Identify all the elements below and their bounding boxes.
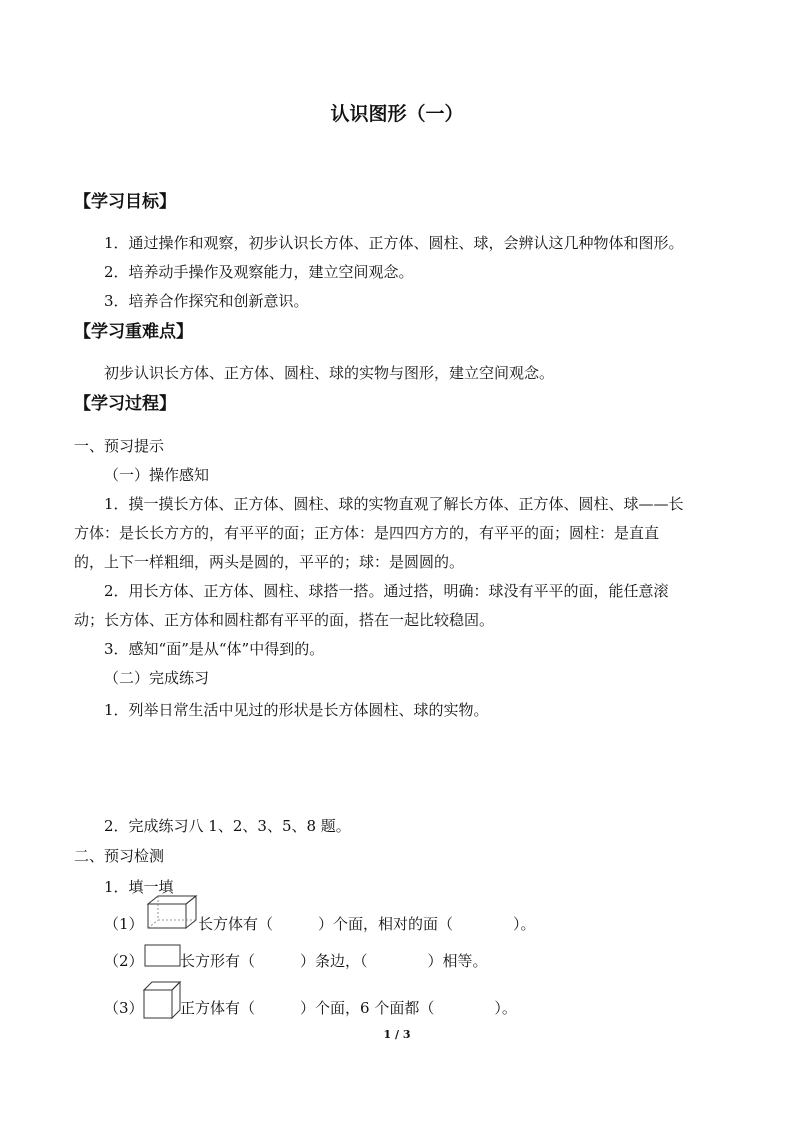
rectangle-icon	[144, 944, 182, 968]
q2-number: （2）	[104, 952, 144, 970]
para1-line2: 方体：是长长方方的，有平平的面；正方体：是四四方方的，有平平的面；圆柱：是直直	[74, 524, 660, 542]
sub1-heading: （一）操作感知	[104, 466, 210, 484]
para3: 3．感知“面”是从“体”中得到的。	[104, 640, 325, 658]
exercise-2: 2．完成练习八 1、2、3、5、8 题。	[104, 817, 351, 835]
objective-3: 3．培养合作探究和创新意识。	[104, 292, 309, 310]
cube-icon	[142, 980, 182, 1020]
key-points-heading: 【学习重难点】	[74, 322, 193, 342]
q3-number: （3）	[104, 999, 144, 1017]
para1-line3: 的，上下一样粗细，两头是圆的，平平的；球：是圆圆的。	[74, 553, 465, 571]
objective-2: 2．培养动手操作及观察能力，建立空间观念。	[104, 263, 414, 281]
part1-heading: 一、预习提示	[74, 437, 165, 455]
key-points-text: 初步认识长方体、正方体、圆柱、球的实物与图形，建立空间观念。	[104, 364, 555, 382]
q2-text: 长方形有（ ）条边，（ ）相等。	[180, 952, 488, 970]
objectives-heading: 【学习目标】	[74, 192, 176, 212]
cuboid-icon	[146, 894, 198, 932]
para2-line1: 2．用长方体、正方体、圆柱、球搭一搭。通过搭，明确：球没有平平的面，能任意滚	[104, 582, 669, 600]
q3-text: 正方体有（ ）个面，6 个面都（ ）。	[180, 999, 517, 1017]
para2-line2: 动；长方体、正方体和圆柱都有平平的面，搭在一起比较稳固。	[74, 611, 495, 629]
process-heading: 【学习过程】	[74, 394, 176, 414]
q1-text: 长方体有（ ）个面，相对的面（ ）。	[198, 915, 536, 933]
page-number: 1 / 3	[383, 1028, 411, 1041]
objective-1: 1．通过操作和观察，初步认识长方体、正方体、圆柱、球，会辨认这几种物体和图形。	[104, 234, 684, 252]
page-title: 认识图形（一）	[330, 103, 464, 125]
para1-line1: 1．摸一摸长方体、正方体、圆柱、球的实物直观了解长方体、正方体、圆柱、球——长	[104, 495, 684, 513]
fill-heading: 1．填一填	[104, 878, 174, 896]
exercise-1: 1．列举日常生活中见过的形状是长方体圆柱、球的实物。	[104, 701, 489, 719]
q1-number: （1）	[104, 915, 144, 933]
sub2-heading: （二）完成练习	[104, 669, 210, 687]
part2-heading: 二、预习检测	[74, 847, 165, 865]
